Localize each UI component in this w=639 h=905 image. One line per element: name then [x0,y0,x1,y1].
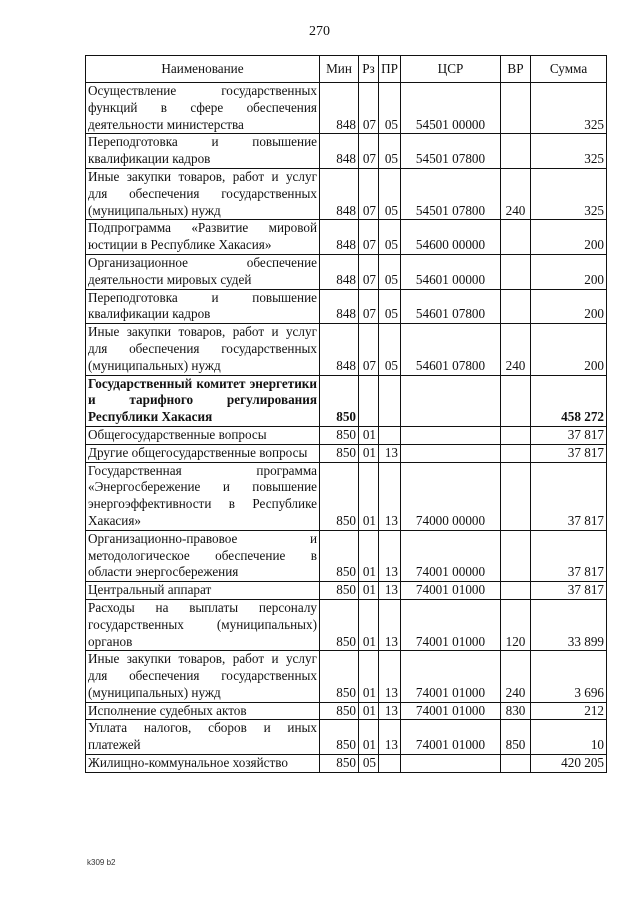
cell-csr: 74001 00000 [401,530,501,581]
cell-min: 850 [320,720,359,755]
cell-name: Организационное обеспечение деятельности мировых судей [86,254,320,289]
cell-min: 848 [320,220,359,255]
cell-pr: 05 [379,83,401,134]
cell-csr: 74001 01000 [401,651,501,702]
cell-sum: 33 899 [531,599,607,650]
cell-min: 848 [320,83,359,134]
table-row [86,289,607,324]
cell-vr [501,134,531,169]
cell-pr: 13 [379,462,401,530]
cell-rz: 05 [359,755,379,773]
cell-name: Иные закупки товаров, работ и услуг для обеспечения государственных (муниципальных) нужд [86,168,320,219]
cell-pr: 13 [379,530,401,581]
cell-csr: 74001 01000 [401,599,501,650]
table-row [86,220,607,255]
cell-pr [379,755,401,773]
cell-min: 850 [320,651,359,702]
cell-csr: 54501 00000 [401,83,501,134]
cell-sum: 37 817 [531,426,607,444]
cell-name: Переподготовка и повышение квалификации кадров [86,289,320,324]
table-row [86,462,607,530]
cell-csr: 74001 01000 [401,720,501,755]
page-number: 270 [309,24,330,39]
cell-rz: 01 [359,702,379,720]
cell-rz: 01 [359,599,379,650]
cell-csr [401,426,501,444]
budget-table [85,55,607,773]
table-row [86,324,607,375]
cell-vr: 830 [501,702,531,720]
cell-rz [359,375,379,426]
table-body [86,83,607,773]
cell-rz: 07 [359,289,379,324]
cell-name: Общегосударственные вопросы [86,426,320,444]
cell-rz: 07 [359,83,379,134]
cell-min: 848 [320,324,359,375]
table-row [86,582,607,600]
cell-name: Подпрограмма «Развитие мировой юстиции в Республике Хакасия» [86,220,320,255]
cell-vr: 850 [501,720,531,755]
header-name: Наименование [86,56,320,83]
cell-min: 850 [320,582,359,600]
header-vr: ВР [501,56,531,83]
cell-rz: 01 [359,530,379,581]
cell-sum: 458 272 [531,375,607,426]
cell-name: Расходы на выплаты персоналу государственных (муниципальных) органов [86,599,320,650]
cell-pr: 05 [379,324,401,375]
cell-vr [501,375,531,426]
table-row [86,168,607,219]
cell-min: 848 [320,254,359,289]
table-row [86,134,607,169]
cell-min: 850 [320,530,359,581]
cell-csr [401,375,501,426]
cell-vr [501,289,531,324]
cell-csr: 54501 07800 [401,168,501,219]
cell-name: Осуществление государственных функций в сфере обеспечения деятельности министерства [86,83,320,134]
cell-vr [501,220,531,255]
cell-vr: 120 [501,599,531,650]
cell-min: 850 [320,755,359,773]
cell-name: Иные закупки товаров, работ и услуг для обеспечения государственных (муниципальных) нужд [86,651,320,702]
table-row [86,651,607,702]
cell-min: 850 [320,462,359,530]
cell-csr: 74000 00000 [401,462,501,530]
cell-name: Центральный аппарат [86,582,320,600]
cell-rz: 07 [359,168,379,219]
table-row [86,530,607,581]
cell-csr [401,444,501,462]
table-row [86,83,607,134]
cell-min: 850 [320,702,359,720]
cell-sum: 325 [531,83,607,134]
cell-min: 850 [320,599,359,650]
table-row [86,720,607,755]
cell-name: Переподготовка и повышение квалификации кадров [86,134,320,169]
cell-pr: 05 [379,220,401,255]
cell-rz: 07 [359,220,379,255]
cell-sum: 212 [531,702,607,720]
cell-min: 848 [320,289,359,324]
cell-csr [401,755,501,773]
cell-min: 848 [320,168,359,219]
cell-rz: 01 [359,720,379,755]
cell-name: Иные закупки товаров, работ и услуг для обеспечения государственных (муниципальных) нужд [86,324,320,375]
cell-rz: 07 [359,254,379,289]
table-row [86,426,607,444]
cell-vr: 240 [501,651,531,702]
cell-vr [501,426,531,444]
cell-vr [501,462,531,530]
cell-sum: 10 [531,720,607,755]
cell-csr: 74001 01000 [401,702,501,720]
cell-min: 850 [320,444,359,462]
header-sum: Сумма [531,56,607,83]
cell-sum: 325 [531,134,607,169]
cell-sum: 37 817 [531,582,607,600]
header-row [86,56,607,83]
header-min: Мин [320,56,359,83]
cell-vr [501,444,531,462]
cell-name: Уплата налогов, сборов и иных платежей [86,720,320,755]
table-row [86,702,607,720]
cell-rz: 07 [359,324,379,375]
cell-rz: 07 [359,134,379,169]
cell-sum: 37 817 [531,530,607,581]
cell-name: Государственный комитет энергетики и тарифного регулирования Республики Хакасия [86,375,320,426]
table-row [86,254,607,289]
cell-name: Исполнение судебных актов [86,702,320,720]
cell-vr [501,582,531,600]
cell-rz: 01 [359,651,379,702]
table-row [86,755,607,773]
cell-sum: 420 205 [531,755,607,773]
cell-vr: 240 [501,168,531,219]
cell-sum: 200 [531,254,607,289]
cell-csr: 54601 00000 [401,254,501,289]
cell-pr: 13 [379,582,401,600]
header-pr: ПР [379,56,401,83]
cell-vr [501,755,531,773]
cell-pr: 05 [379,254,401,289]
footer-code: k309 b2 [87,858,116,867]
cell-csr: 54601 07800 [401,324,501,375]
cell-pr: 13 [379,599,401,650]
cell-pr: 05 [379,134,401,169]
cell-sum: 200 [531,324,607,375]
cell-csr: 54600 00000 [401,220,501,255]
cell-pr: 13 [379,651,401,702]
table-header [86,56,607,83]
header-csr: ЦСР [401,56,501,83]
cell-min: 850 [320,426,359,444]
cell-vr [501,254,531,289]
cell-vr: 240 [501,324,531,375]
cell-name: Другие общегосударственные вопросы [86,444,320,462]
cell-rz: 01 [359,444,379,462]
header-rz: Рз [359,56,379,83]
cell-rz: 01 [359,582,379,600]
cell-pr: 13 [379,444,401,462]
cell-rz: 01 [359,462,379,530]
cell-sum: 325 [531,168,607,219]
cell-sum: 200 [531,289,607,324]
cell-min: 850 [320,375,359,426]
cell-csr: 54601 07800 [401,289,501,324]
cell-sum: 200 [531,220,607,255]
cell-csr: 54501 07800 [401,134,501,169]
table-row [86,599,607,650]
cell-pr [379,426,401,444]
cell-sum: 37 817 [531,444,607,462]
cell-sum: 37 817 [531,462,607,530]
cell-rz: 01 [359,426,379,444]
cell-min: 848 [320,134,359,169]
cell-vr [501,530,531,581]
cell-name: Государственная программа «Энергосбережение и повышение энергоэффективности в Республике Хакасия» [86,462,320,530]
cell-name: Организационно-правовое и методологическое обеспечение в области энергосбережения [86,530,320,581]
cell-name: Жилищно-коммунальное хозяйство [86,755,320,773]
cell-pr: 05 [379,289,401,324]
cell-pr: 13 [379,702,401,720]
cell-pr: 13 [379,720,401,755]
table-row [86,444,607,462]
table-row [86,375,607,426]
cell-pr: 05 [379,168,401,219]
cell-csr: 74001 01000 [401,582,501,600]
cell-sum: 3 696 [531,651,607,702]
cell-pr [379,375,401,426]
cell-vr [501,83,531,134]
